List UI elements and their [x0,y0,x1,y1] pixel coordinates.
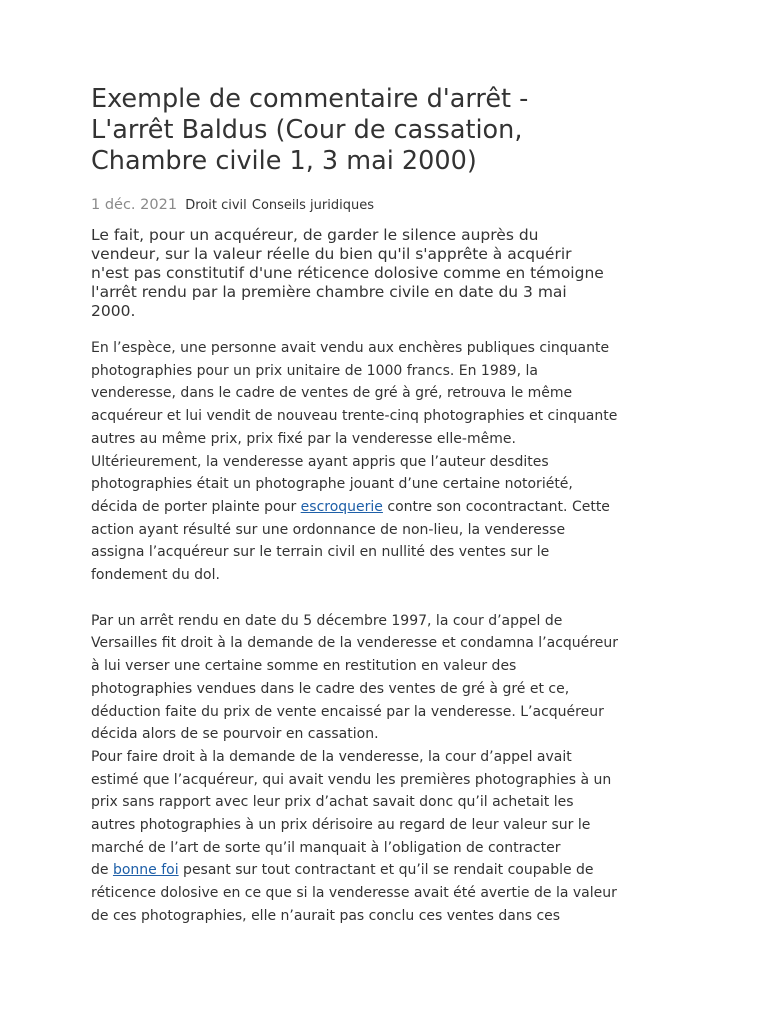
paragraph-text: Par un arrêt rendu en date du 5 décembre 1997, la cour d’appel de Versailles fit droit à la demande de la venderesse et condamna l’acquéreur à lui verser une certaine somme en restitution en valeur des photographies vendues dans le cadre des ventes de gré à gré et ce, déduction faite du prix de vente encaissé par la venderesse. L’acquéreur décida alors de se pourvoir en cassation. Pour faire droit à la demande de la venderesse, la cour d’appel avait estimé que l’acquéreur, qui avait vendu les premières photographies à un prix sans rapport avec leur prix d’achat savait donc qu’il achetait les autres photographies à un prix dérisoire au regard de leur valeur sur le marché de l’art de sorte qu’il manquait à l’obligation de contracter de [91,612,618,879]
paragraph-text: contre son cocontractant. Cette action ayant résulté sur une ordonnance de non-lieu, la venderesse assigna l’acquéreur sur le terrain civil en nullité des ventes sur le fondement du dol. [91,498,610,584]
article-meta [91,196,683,215]
paragraph-text: En l’espèce, une personne avait vendu aux enchères publiques cinquante photographies pour un prix unitaire de 1000 francs. En 1989, la venderesse, dans le cadre de ventes de gré à gré, retrouva le même acquéreur et lui vendit de nouveau trente-cinq photographies et cinquante autres au même prix, prix fixé par la venderesse elle-même. Ultérieurement, la venderesse ayant appris que l’auteur desdites photographies était un photographe jouant d’une certaine notoriété, décida de porter plainte pour [91,340,618,515]
publish-date: 1 déc. 2021 [91,197,178,213]
article-title: Exemple de commentaire d'arrêt - L'arrêt Baldus (Cour de cassation, Chambre civile 1, 3 mai 2000) [91,84,529,176]
article-lead: Le fait, pour un acquéreur, de garder le silence auprès du vendeur, sur la valeur réelle du bien qu'il s'apprête à acquérir n'est pas constitutif d'une réticence dolosive comme en témoigne l'arrêt rendu par la première chambre civile en date du 3 mai 2000. [91,226,604,320]
paragraph-text: pesant sur tout contractant et qu’il se rendait coupable de réticence dolosive en ce que si la venderesse avait été avertie de la valeur de ces photographies, elle n’aurait pas conclu ces ventes dans ces [91,862,617,924]
escroquerie-link[interactable]: escroquerie [300,498,383,515]
bonne-foi-link[interactable]: bonne foi [112,862,179,879]
article [91,84,683,928]
category-tag-droit-civil[interactable]: Droit civil [185,198,247,213]
body-paragraph-facts [91,337,683,587]
category-tag-conseils-juridiques[interactable]: Conseils juridiques [251,198,374,213]
body-paragraph-procedure [91,610,683,928]
